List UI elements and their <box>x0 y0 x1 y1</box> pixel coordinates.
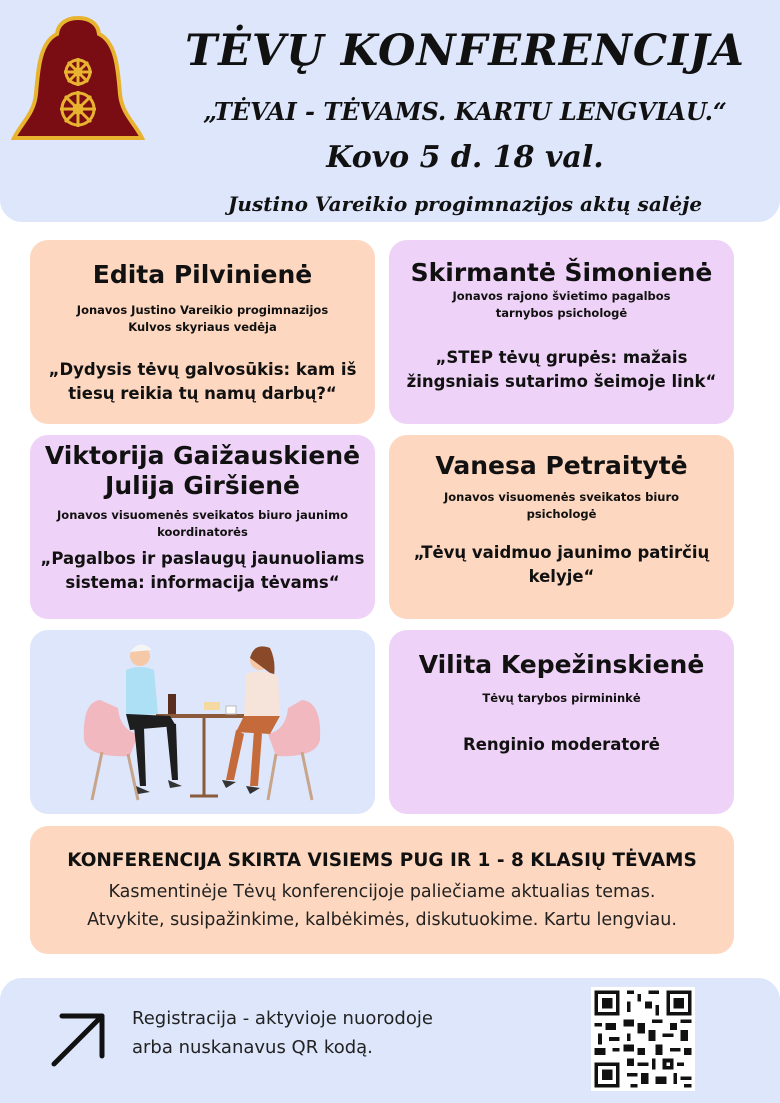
speaker-name: Viktorija Gaižauskienė <box>44 441 361 470</box>
speaker-topic-line: „Pagalbos ir paslaugų jaunuoliams <box>40 549 365 568</box>
info-description <box>40 878 724 934</box>
speaker-topic <box>42 358 363 406</box>
registration-text <box>132 1004 552 1062</box>
event-venue: Justino Vareikio progimnazijos aktų salėje <box>227 192 703 216</box>
page-title: TĖVŲ KONFERENCIJA <box>185 26 745 76</box>
speaker-name: Vanesa Petraitytė <box>435 451 688 480</box>
speaker-role-line: Jonavos visuomenės sveikatos biuro jaunimo <box>57 508 348 522</box>
arrow-up-right-icon <box>48 1010 108 1070</box>
header-panel <box>0 0 780 222</box>
speaker-name: Skirmantė Šimonienė <box>410 258 713 287</box>
speaker-role-line: psichologė <box>526 507 597 521</box>
speaker-role-line: Jonavos visuomenės sveikatos biuro <box>443 490 680 504</box>
qr-code-icon[interactable] <box>591 987 695 1091</box>
speaker-topic <box>401 541 722 589</box>
speaker-role-line: Jonavos Justino Vareikio progimnazijos <box>76 303 329 317</box>
speaker-role-line: Jonavos rajono švietimo pagalbos <box>452 289 671 303</box>
speaker-card-5 <box>389 630 734 814</box>
registration-line: Registracija - aktyvioje nuorodoje <box>132 1008 433 1029</box>
event-datetime: Kovo 5 d. 18 val. <box>326 140 604 175</box>
speaker-card-2 <box>389 240 734 424</box>
speaker-topic-line: sistema: informacija tėvams“ <box>65 573 340 592</box>
illustration-card <box>30 630 375 814</box>
speaker-topic-line: „STEP tėvų grupės: mažais <box>435 348 688 367</box>
speaker-role <box>401 690 722 707</box>
speaker-role <box>401 489 722 523</box>
info-panel <box>30 826 734 954</box>
speaker-role-line: Tėvų tarybos pirmininkė <box>482 691 641 705</box>
people-at-table-illustration <box>30 630 375 814</box>
speaker-role-line: tarnybos psichologė <box>495 306 628 320</box>
speaker-topic <box>401 346 722 394</box>
speaker-role-line: koordinatorės <box>157 525 248 539</box>
speaker-topic-line: žingsniais sutarimo šeimoje link“ <box>406 372 717 391</box>
speaker-topic-line: kelyje“ <box>528 567 595 586</box>
speaker-card-3 <box>30 435 375 619</box>
speaker-role-line: Kulvos skyriaus vedėja <box>128 320 277 334</box>
speaker-topic-line: „Dydysis tėvų galvosūkis: kam iš <box>48 360 357 379</box>
speaker-role <box>38 507 367 541</box>
speaker-role <box>401 288 722 322</box>
speaker-topic <box>38 547 367 595</box>
speaker-name: Edita Pilvinienė <box>92 260 313 289</box>
speaker-role <box>42 302 363 336</box>
bell-logo-icon <box>10 14 146 142</box>
speaker-name: Julija Giršienė <box>105 471 300 500</box>
speaker-topic-line: Renginio moderatorė <box>463 735 660 754</box>
speaker-topic-line: tiesų reikia tų namų darbų?“ <box>68 384 337 403</box>
speaker-name: Vilita Kepežinskienė <box>418 650 705 679</box>
speaker-card-1 <box>30 240 375 424</box>
page-subtitle: „TĖVAI - TĖVAMS. KARTU LENGVIAU.“ <box>203 97 727 126</box>
speaker-topic <box>401 733 722 757</box>
speaker-card-4 <box>389 435 734 619</box>
info-description-line: Atvykite, susipažinkime, kalbėkimės, diskutuokime. Kartu lengviau. <box>87 910 677 930</box>
info-headline: KONFERENCIJA SKIRTA VISIEMS PUG IR 1 - 8 KLASIŲ TĖVAMS <box>67 850 697 871</box>
speaker-topic-line: „Tėvų vaidmuo jaunimo patirčių <box>413 543 710 562</box>
registration-line: arba nuskanavus QR kodą. <box>132 1037 373 1058</box>
info-description-line: Kasmentinėje Tėvų konferencijoje paliečiame aktualias temas. <box>108 882 656 902</box>
